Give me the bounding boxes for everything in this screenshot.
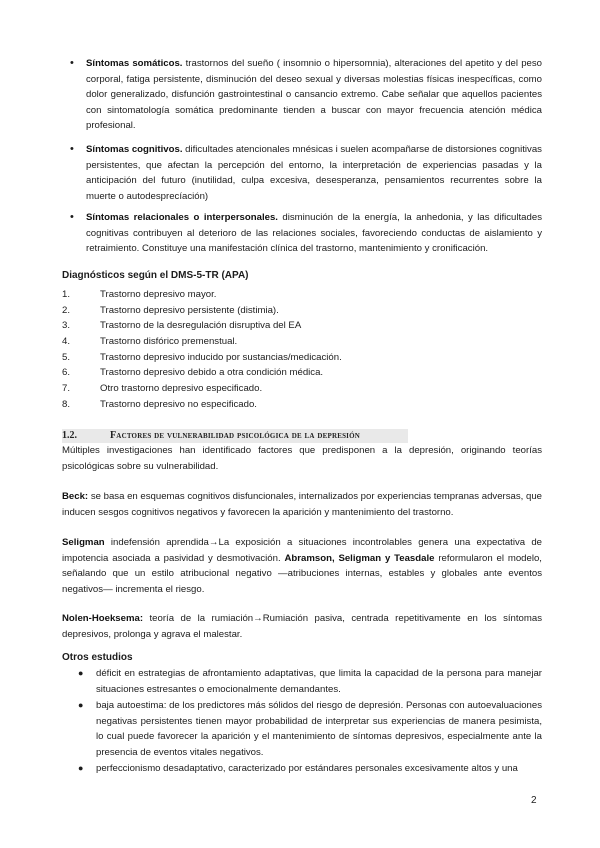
paragraph-seligman [62,535,542,597]
bullet-somaticos [70,56,542,134]
bullet-marker: ● [78,700,84,710]
author-name: Nolen-Hoeksema: [62,613,144,624]
author-name: Abramson, Seligman y Teasdale [284,552,435,564]
list-item: 1. Trastorno depresivo mayor. [62,289,217,300]
list-item: 6. Trastorno depresivo debido a otra condición médica. [62,367,324,379]
bullet-term: Síntomas cognitivos. [86,144,183,155]
bullet-marker: ● [78,668,84,678]
bullet-text: perfeccionismo desadaptativo, caracterizado por estándares personales excesivamente altos y una [96,763,518,774]
author-name: Seligman [62,537,105,548]
bullet-marker: • [70,57,74,69]
list-item: 2. Trastorno depresivo persistente (distimia). [62,304,279,316]
list-item: 8. Trastorno depresivo no especificado. [62,398,257,410]
otros-estudios-heading: Otros estudios [62,652,133,663]
bullet-term: Síntomas somáticos. [86,58,183,69]
bullet-marker: ● [78,763,84,773]
bullet-cognitivos [70,142,542,204]
paragraph-nolen [62,611,542,642]
bullet-text: trastornos del sueño ( insomnio o hipersomnia), alteraciones del apetito y del peso corporal, fatiga persistente, disminución del deseo sexual y diversas molestias físicas inespecíficas, como dolor generalizado, disfunción gastrointestinal o cansancio extremo. Cabe señalar que aquellos pacientes con sintomatología somática predominante tienden a buscar con mayor frecuencia atención médica profesional. [86,58,542,132]
paragraph-text: se basa en esquemas cognitivos disfuncionales, internalizados por experiencias tempranas adversas, que inducen sesgos cognitivos negativos y favorecen la aparición y mantenimiento del trastorno. [62,491,542,518]
otros-bullet [78,761,542,777]
paragraph-text: teoría de la rumiación→Rumiación pasiva, centrada repetitivamente en los síntomas depresivos, prolonga y agrava el malestar. [62,613,542,640]
list-item: 5. Trastorno depresivo inducido por sustancias/medicación. [62,351,342,363]
bullet-text: baja autoestima: de los predictores más sólidos del riesgo de depresión. Personas con autoevaluaciones negativas persistentes tienen mayor probabilidad de interpretar sus experiencias de manera pesimista, lo cual puede favorecer la aparición y el mantenimiento de síntomas depresivos, especialmente ante la presencia de eventos vitales negativos. [96,700,542,758]
bullet-marker: • [70,211,74,223]
diagnosticos-list [62,287,542,413]
bullet-marker: • [70,143,74,155]
otros-bullet [78,698,542,760]
section-intro: Múltiples investigaciones han identificado factores que predisponen a la depresión, originando teorías psicológicas sobre su vulnerabilidad. [62,445,542,472]
diagnosticos-heading: Diagnósticos según el DMS-5-TR (APA) [62,270,249,281]
bullet-text: disminución de la energía, la anhedonia, y las dificultades cognitivas contribuyen al deterioro de las relaciones sociales, favoreciendo conductas de aislamiento y retraimiento. Constituye una manifestación clínica del trastorno, mantenimiento y cronificación. [86,212,542,255]
page-number: 2 [531,795,537,806]
bullet-term: Síntomas relacionales o interpersonales. [86,212,278,223]
list-item: 3. Trastorno de la desregulación disruptiva del EA [62,320,302,332]
bullet-text: déficit en estrategias de afrontamiento adaptativas, que limita la capacidad de la persona para manejar situaciones estresantes o emocionalmente demandantes. [96,668,542,695]
section-heading [62,429,408,443]
list-item: 4. Trastorno disfórico premenstual. [62,336,238,348]
section-title: Factores de vulnerabilidad psicológica de la depresión [110,430,360,441]
bullet-text: dificultades atencionales mnésicas i suelen acompañarse de distorsiones cognitivas persistentes, que afectan la percepción del entorno, la interpretación de experiencias pasadas y la anticipación del futuro (inutilidad, culpa excesiva, desesperanza, pensamientos recurrentes sobre la muerte o autodesprecíación) [86,144,542,202]
list-item: 7. Otro trastorno depresivo especificado. [62,383,263,395]
paragraph-beck [62,489,542,520]
paragraph-text: indefensión aprendida→La exposición a situaciones incontrolables genera una expectativa de impotencia asociada a pasividad y desmotivación. [62,537,542,564]
paragraph-text: reformularon el modelo, señalando que un estilo atribucional negativo —atribuciones internas, estables y globales ante eventos negativos— incrementa el riesgo. [62,552,542,595]
otros-bullet [78,666,542,697]
bullet-relacionales [70,210,542,257]
section-number: 1.2. [62,430,77,441]
author-name: Beck: [62,491,89,502]
